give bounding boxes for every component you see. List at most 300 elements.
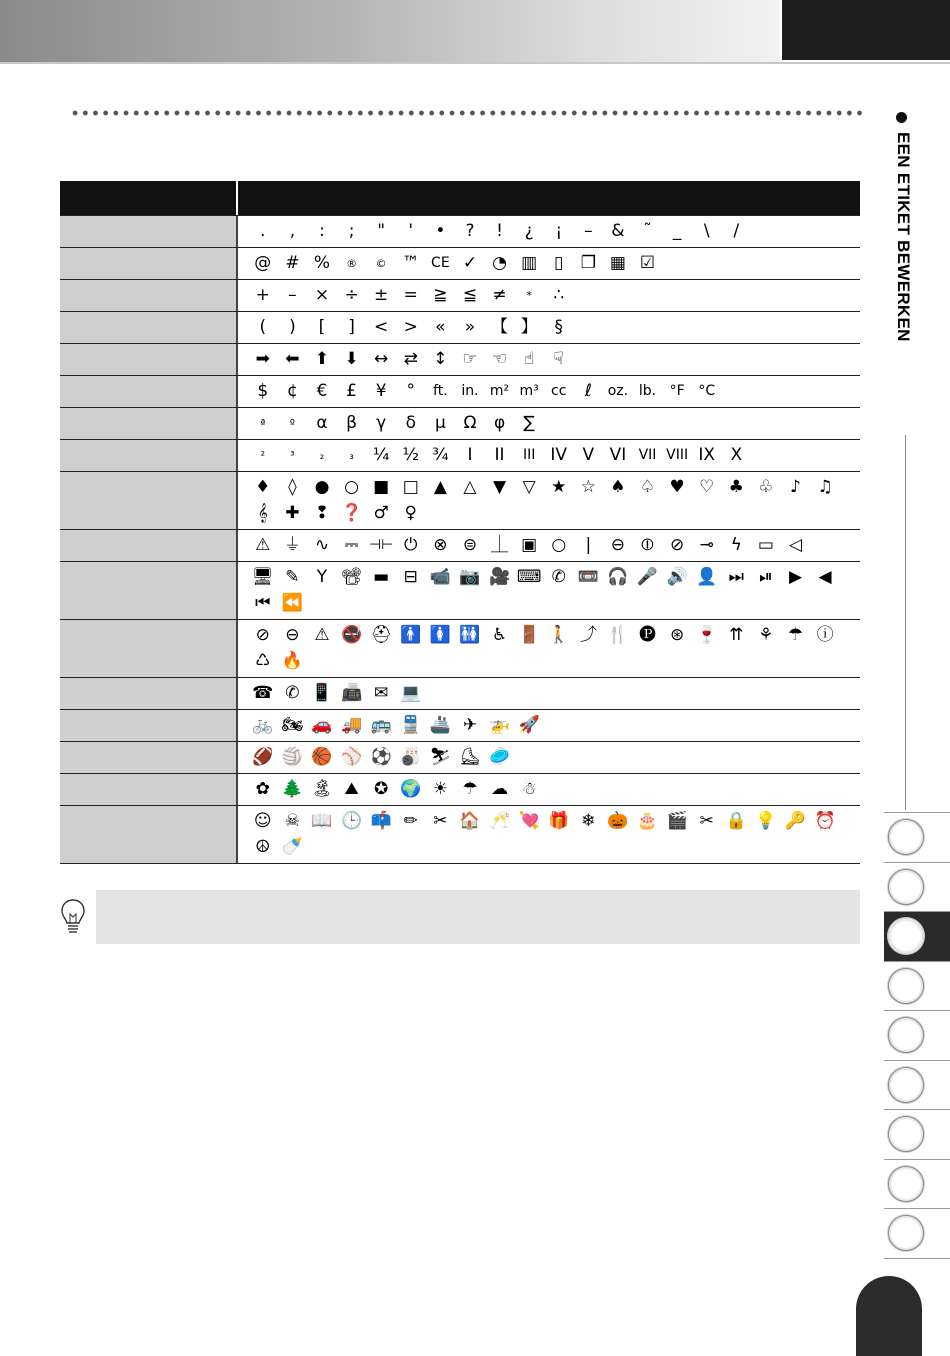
symbol-glyph[interactable]: ⚠	[314, 624, 330, 645]
symbol-glyph[interactable]: 🏐	[281, 746, 303, 767]
symbol-glyph[interactable]: ¡	[555, 220, 563, 241]
symbol-glyph[interactable]: ;	[348, 220, 355, 241]
symbol-glyph[interactable]: •	[435, 220, 446, 241]
row-symbols-cell	[238, 312, 860, 343]
symbol-glyph[interactable]: 🖥	[252, 566, 274, 587]
symbol-glyph[interactable]: £	[346, 380, 357, 401]
symbol-glyph[interactable]: 📼	[577, 566, 599, 587]
symbol-glyph[interactable]: ☜	[491, 348, 508, 369]
symbol-glyph[interactable]: 🚹	[400, 624, 422, 645]
symbol-glyph[interactable]: ☃	[521, 778, 537, 799]
symbol-glyph[interactable]: ⏊	[491, 534, 509, 555]
symbol-glyph[interactable]: ≠	[492, 284, 507, 305]
symbol-glyph[interactable]: IV	[550, 444, 568, 465]
symbol-glyph[interactable]: 🎁	[548, 810, 570, 831]
symbol-glyph[interactable]: ©	[375, 256, 387, 270]
symbol-glyph[interactable]: °C	[698, 383, 716, 399]
chapter-tab-active[interactable]	[884, 911, 950, 961]
table-header-category	[60, 181, 238, 215]
symbol-glyph[interactable]: ◔	[492, 252, 507, 273]
symbol-glyph[interactable]: ¼	[372, 444, 390, 465]
symbol-glyph[interactable]: ft.	[433, 383, 448, 399]
table-row	[60, 439, 860, 471]
symbol-glyph[interactable]: 🍼	[281, 836, 303, 857]
row-category-cell	[60, 562, 238, 619]
symbol-glyph[interactable]: 🚻	[459, 624, 481, 645]
symbol-glyph[interactable]: VIII	[666, 447, 689, 463]
symbol-glyph[interactable]: <	[374, 316, 389, 337]
symbol-glyph[interactable]: ,	[289, 220, 296, 241]
symbol-glyph[interactable]: ▽	[522, 476, 536, 497]
symbol-glyph[interactable]: ≧	[433, 284, 448, 305]
symbol-glyph[interactable]: =	[403, 284, 418, 305]
symbol-glyph[interactable]: φ	[493, 412, 506, 433]
table-row	[60, 407, 860, 439]
symbol-glyph[interactable]: 🅟	[639, 624, 657, 645]
symbol-glyph[interactable]: ®	[346, 256, 358, 270]
symbol-glyph[interactable]: △	[463, 476, 477, 497]
chapter-tab[interactable]	[884, 1159, 950, 1209]
symbol-glyph[interactable]: %	[313, 252, 331, 273]
symbol-glyph[interactable]: ⛸	[459, 746, 481, 767]
symbol-glyph[interactable]: 📖	[311, 810, 333, 831]
symbol-glyph[interactable]: ⬇	[344, 348, 359, 369]
symbol-glyph[interactable]: ▼	[493, 476, 507, 497]
table-row	[60, 279, 860, 311]
symbol-glyph[interactable]: ÷	[344, 284, 359, 305]
symbol-glyph[interactable]: °	[406, 380, 416, 401]
symbol-glyph[interactable]: ☑	[639, 252, 656, 273]
symbol-glyph[interactable]: .	[260, 220, 266, 241]
symbol-glyph[interactable]: ❓	[340, 502, 363, 523]
symbol-glyph[interactable]: 🕒	[340, 810, 363, 831]
row-category-cell	[60, 376, 238, 407]
symbol-glyph[interactable]: lb.	[638, 383, 657, 399]
symbol-glyph[interactable]: ▶	[788, 566, 803, 587]
symbol-glyph[interactable]: !	[496, 220, 503, 241]
symbol-glyph[interactable]: ▣	[521, 534, 538, 555]
symbol-glyph[interactable]: CE	[431, 255, 450, 271]
symbol-glyph[interactable]: 🚢	[429, 714, 451, 735]
symbol-glyph[interactable]: ▬	[373, 566, 390, 587]
symbol-glyph[interactable]: 📱	[311, 682, 333, 703]
symbol-glyph[interactable]: ✂	[433, 810, 448, 831]
symbol-glyph[interactable]: ™	[402, 252, 420, 273]
symbol-glyph[interactable]: ☆	[580, 476, 596, 497]
symbol-glyph[interactable]: 🥂	[488, 810, 511, 831]
symbol-glyph[interactable]: º	[289, 416, 295, 430]
symbol-glyph[interactable]: ⊘	[669, 534, 685, 555]
symbol-glyph[interactable]: _	[672, 220, 682, 241]
symbol-glyph[interactable]: /	[733, 220, 740, 241]
symbol-glyph[interactable]: ▯	[554, 252, 564, 273]
symbol-glyph[interactable]: ⏻	[404, 534, 418, 555]
symbol-glyph[interactable]: Ω	[463, 412, 477, 433]
symbol-glyph[interactable]: 💻	[400, 682, 422, 703]
symbol-glyph[interactable]: 🏝	[311, 778, 333, 799]
symbol-glyph[interactable]: ➡	[255, 348, 270, 369]
symbol-glyph[interactable]: 🌲	[281, 778, 303, 799]
symbol-glyph[interactable]: 🍷	[696, 624, 718, 645]
table-row	[60, 375, 860, 407]
symbol-glyph[interactable]: ☮	[255, 836, 271, 857]
row-category-cell	[60, 742, 238, 773]
symbol-glyph[interactable]: 】	[520, 316, 538, 337]
symbol-glyph[interactable]: VI	[609, 444, 627, 465]
symbol-glyph[interactable]: 🎧	[607, 566, 629, 587]
symbol-glyph[interactable]: X	[730, 444, 743, 465]
row-category-cell	[60, 530, 238, 561]
symbol-glyph[interactable]: 🚗	[311, 714, 333, 735]
symbol-glyph[interactable]: "	[377, 220, 386, 241]
symbol-glyph[interactable]: ⏮	[255, 592, 271, 613]
symbol-glyph[interactable]: –	[288, 284, 297, 305]
symbol-glyph[interactable]: 🌍	[400, 778, 422, 799]
symbol-glyph[interactable]: ♣	[728, 476, 744, 497]
symbol-glyph[interactable]: ○	[551, 534, 567, 555]
symbol-glyph[interactable]: ²	[260, 448, 265, 462]
symbol-glyph[interactable]: \	[703, 220, 710, 241]
symbol-glyph[interactable]: ♤	[639, 476, 656, 497]
symbol-glyph[interactable]: 🎬	[666, 810, 688, 831]
symbol-glyph[interactable]: ▲	[433, 476, 447, 497]
table-row	[60, 677, 860, 709]
header-rule	[0, 62, 950, 64]
symbol-glyph[interactable]: ☂	[462, 778, 478, 799]
symbol-glyph[interactable]: ⊖	[610, 534, 626, 555]
side-bullet-icon	[896, 112, 907, 123]
symbol-glyph[interactable]: >	[403, 316, 418, 337]
symbol-glyph[interactable]: ✚	[285, 502, 300, 523]
symbol-glyph[interactable]: ¾	[432, 444, 449, 465]
symbol-glyph[interactable]: β	[346, 412, 357, 433]
chapter-tab[interactable]	[884, 961, 950, 1011]
symbol-glyph[interactable]: ⏪	[281, 592, 303, 613]
symbol-glyph[interactable]: °F	[669, 383, 685, 399]
symbol-glyph[interactable]: 🎂	[636, 810, 659, 831]
symbol-glyph[interactable]: ♧	[758, 476, 774, 497]
symbol-glyph[interactable]: 🚚	[340, 714, 363, 735]
symbol-glyph[interactable]: ⌨	[516, 566, 542, 587]
symbol-glyph[interactable]: ¿	[524, 220, 534, 241]
symbol-glyph[interactable]: 📽	[340, 566, 363, 587]
symbol-glyph[interactable]: ❐	[580, 252, 596, 273]
symbol-glyph[interactable]: 📷	[459, 566, 481, 587]
symbol-glyph[interactable]: –	[584, 220, 593, 241]
symbol-glyph[interactable]: 🚶	[548, 624, 570, 645]
symbol-glyph[interactable]: ⊛	[669, 624, 685, 645]
symbol-glyph[interactable]: ♀	[404, 502, 417, 523]
symbol-glyph[interactable]: ♪	[790, 476, 801, 497]
symbol-glyph[interactable]: |	[585, 534, 592, 555]
symbol-glyph[interactable]: ✆	[551, 566, 566, 587]
symbol-glyph[interactable]: ⏰	[814, 810, 836, 831]
symbol-glyph[interactable]: 🚭	[340, 624, 363, 645]
symbol-glyph[interactable]: ₃	[349, 448, 354, 462]
symbol-glyph[interactable]: ●	[314, 476, 330, 497]
symbol-glyph[interactable]: ♦	[255, 476, 271, 497]
symbol-glyph[interactable]: ♂	[373, 502, 389, 523]
symbol-glyph[interactable]: ☟	[553, 348, 564, 369]
row-category-cell	[60, 472, 238, 529]
chapter-tab-circle-icon	[888, 1166, 924, 1202]
symbol-glyph[interactable]: 🚁	[488, 714, 511, 735]
symbol-glyph[interactable]: [	[318, 316, 326, 337]
symbol-glyph[interactable]: 🚀	[518, 714, 540, 735]
symbol-glyph[interactable]: '	[408, 220, 414, 241]
symbol-glyph[interactable]: ○	[344, 476, 359, 497]
chapter-tabs	[884, 812, 950, 1259]
symbol-glyph[interactable]: ❄	[581, 810, 596, 831]
chapter-tab[interactable]	[884, 1010, 950, 1060]
symbol-glyph[interactable]: ¥	[375, 380, 387, 401]
symbol-glyph[interactable]: ☝	[523, 348, 535, 369]
symbol-glyph[interactable]: »	[464, 316, 476, 337]
symbol-glyph[interactable]: m³	[519, 383, 539, 399]
row-symbols-cell	[238, 562, 860, 619]
symbol-glyph[interactable]: ↕	[433, 348, 448, 369]
symbol-glyph[interactable]: 𝄞	[257, 502, 268, 523]
symbol-glyph[interactable]: oz.	[607, 383, 629, 399]
symbol-glyph[interactable]: ■	[373, 476, 390, 497]
symbol-glyph[interactable]: ☁	[491, 778, 509, 799]
symbol-glyph[interactable]: ∑	[523, 412, 535, 433]
symbol-glyph[interactable]: ⊣⊢	[368, 537, 394, 553]
row-category-cell	[60, 344, 238, 375]
symbol-glyph[interactable]: 🚌	[370, 714, 392, 735]
symbol-glyph[interactable]: ∴	[553, 284, 565, 305]
symbol-glyph[interactable]: 🚪	[518, 624, 540, 645]
symbol-glyph[interactable]: 👤	[696, 566, 718, 587]
table-row	[60, 529, 860, 561]
symbol-glyph[interactable]: ⛑	[370, 624, 392, 645]
chapter-tab[interactable]	[884, 1208, 950, 1259]
symbol-glyph[interactable]: VII	[638, 447, 657, 463]
symbol-glyph[interactable]: ▭	[757, 534, 774, 555]
symbol-glyph[interactable]: Y	[316, 566, 328, 587]
symbol-glyph[interactable]: in.	[461, 383, 479, 399]
symbol-glyph[interactable]: 🎳	[400, 746, 422, 767]
symbol-glyph[interactable]: ✏	[403, 810, 418, 831]
symbol-glyph[interactable]: ★	[551, 476, 567, 497]
table-header	[60, 181, 860, 215]
symbol-glyph[interactable]: ⬅	[285, 348, 300, 369]
symbol-glyph[interactable]: ♿	[491, 624, 508, 645]
symbol-glyph[interactable]: 📹	[429, 566, 451, 587]
symbol-glyph[interactable]: ☠	[284, 810, 301, 831]
symbol-glyph[interactable]: V	[582, 444, 595, 465]
symbol-glyph[interactable]: ª	[260, 416, 266, 430]
table-row	[60, 709, 860, 741]
symbol-glyph[interactable]: 🔒	[725, 810, 747, 831]
symbol-glyph[interactable]: I	[467, 444, 473, 465]
symbol-glyph[interactable]: ⚾	[340, 746, 363, 767]
symbol-glyph[interactable]: ⏭	[728, 566, 744, 587]
symbol-glyph[interactable]: ⊗	[433, 534, 448, 555]
row-symbols-cell	[238, 376, 860, 407]
symbol-glyph[interactable]: ⛰	[344, 778, 359, 799]
symbol-glyph[interactable]: II	[494, 444, 505, 465]
symbol-glyph[interactable]: )	[289, 316, 296, 337]
symbol-glyph[interactable]: 📠	[340, 682, 363, 703]
symbol-glyph[interactable]: 🏠	[459, 810, 481, 831]
symbol-glyph[interactable]: 🚆	[400, 714, 422, 735]
symbol-glyph[interactable]: ⚽	[370, 746, 392, 767]
symbol-glyph[interactable]: 🔑	[784, 810, 807, 831]
symbol-glyph[interactable]: 【	[491, 316, 509, 337]
symbol-glyph[interactable]: α	[316, 412, 328, 433]
symbol-glyph[interactable]: ▦	[609, 252, 626, 273]
symbol-glyph[interactable]: &	[611, 220, 625, 241]
symbol-glyph[interactable]: 🚲	[252, 714, 274, 735]
row-category-cell	[60, 280, 238, 311]
symbol-glyph[interactable]: ✆	[285, 682, 300, 703]
symbol-glyph[interactable]: cc	[551, 383, 567, 399]
symbol-glyph[interactable]: ¢	[286, 380, 298, 401]
symbol-glyph[interactable]: μ	[434, 412, 446, 433]
symbol-glyph[interactable]: δ	[405, 412, 416, 433]
symbol-glyph[interactable]: 🔊	[666, 566, 688, 587]
symbol-glyph[interactable]: □	[402, 476, 419, 497]
symbol-glyph[interactable]: 🏍	[281, 714, 304, 735]
chapter-tab[interactable]	[884, 1060, 950, 1110]
table-row	[60, 247, 860, 279]
chapter-tab-circle-icon	[888, 869, 924, 905]
symbol-glyph[interactable]: ≦	[462, 284, 478, 305]
symbol-glyph[interactable]: ⓘ	[816, 624, 834, 645]
symbol-glyph[interactable]: ✎	[285, 566, 300, 587]
symbol-glyph[interactable]: 📫	[370, 810, 392, 831]
symbol-glyph[interactable]: ◁	[788, 534, 803, 555]
symbol-glyph[interactable]: ⊘	[255, 624, 270, 645]
symbol-glyph[interactable]: ✈	[462, 714, 478, 735]
symbol-glyph[interactable]: ◊	[288, 476, 297, 497]
symbol-glyph[interactable]: €	[316, 380, 328, 401]
symbol-glyph[interactable]: ⤴	[579, 624, 597, 645]
symbol-glyph[interactable]: ⇈	[729, 624, 744, 645]
symbol-glyph[interactable]: 🏀	[311, 746, 333, 767]
table-row	[60, 311, 860, 343]
symbol-glyph[interactable]: ⊜	[462, 534, 478, 555]
symbol-glyph[interactable]: ]	[348, 316, 355, 337]
chapter-tab[interactable]	[884, 862, 950, 912]
symbol-glyph[interactable]: 🚺	[429, 624, 451, 645]
row-symbols-cell	[238, 248, 860, 279]
symbol-glyph[interactable]: ✿	[255, 778, 270, 799]
symbol-glyph[interactable]: ✓	[462, 252, 478, 273]
symbol-glyph[interactable]: ❢	[314, 502, 330, 523]
symbol-glyph[interactable]: III	[522, 447, 536, 463]
symbol-glyph[interactable]: ♠	[610, 476, 626, 497]
symbol-glyph[interactable]: ⏯	[759, 566, 773, 587]
symbol-glyph[interactable]: 🍴	[607, 624, 629, 645]
symbol-glyph[interactable]: IX	[698, 444, 716, 465]
header-black-block	[782, 0, 950, 60]
symbol-glyph[interactable]: ϟ	[730, 534, 742, 555]
row-category-cell	[60, 440, 238, 471]
symbol-glyph[interactable]: m²	[489, 383, 510, 399]
symbol-glyph[interactable]: ⊟	[403, 566, 418, 587]
row-category-cell	[60, 806, 238, 863]
symbol-glyph[interactable]: 🔥	[281, 650, 303, 671]
symbol-glyph[interactable]: ˜	[643, 220, 652, 241]
symbol-glyph[interactable]: ⬆	[314, 348, 330, 369]
symbol-glyph[interactable]: ♡	[699, 476, 715, 497]
symbol-glyph[interactable]: ³	[290, 448, 295, 462]
symbol-glyph[interactable]: ⛷	[429, 746, 452, 767]
chapter-tab[interactable]	[884, 1109, 950, 1159]
symbol-glyph[interactable]: ½	[402, 444, 419, 465]
table-row	[60, 741, 860, 773]
symbol-glyph[interactable]: @	[254, 252, 272, 273]
symbol-glyph[interactable]: ?	[465, 220, 475, 241]
symbol-glyph[interactable]: ✪	[374, 778, 389, 799]
symbol-glyph[interactable]: ⊸	[699, 534, 714, 555]
symbol-glyph[interactable]: ☎	[252, 682, 274, 703]
symbol-glyph[interactable]: $	[257, 380, 269, 401]
symbol-glyph[interactable]: +	[255, 284, 270, 305]
symbol-glyph[interactable]: ▥	[521, 252, 538, 273]
symbol-glyph[interactable]: ☂	[787, 624, 804, 645]
row-symbols-cell	[238, 408, 860, 439]
symbol-glyph[interactable]: ⏚	[283, 534, 301, 555]
row-category-cell	[60, 216, 238, 247]
symbol-glyph[interactable]: ♺	[255, 650, 271, 671]
symbol-glyph[interactable]: 🥏	[488, 746, 511, 767]
symbol-glyph[interactable]: 🎥	[488, 566, 511, 587]
symbol-glyph[interactable]: ±	[374, 284, 389, 305]
symbol-glyph[interactable]: ♫	[817, 476, 833, 497]
symbol-glyph[interactable]: ⎓	[344, 534, 359, 555]
symbol-glyph[interactable]: «	[435, 316, 446, 337]
symbol-glyph[interactable]: :	[319, 220, 325, 241]
symbol-glyph[interactable]: 💘	[518, 810, 540, 831]
symbol-glyph[interactable]: ⊖	[285, 624, 300, 645]
symbol-glyph[interactable]: 🎃	[607, 810, 629, 831]
symbol-glyph[interactable]: ♥	[669, 476, 685, 497]
table-row	[60, 773, 860, 805]
symbol-glyph[interactable]: ℓ	[584, 380, 592, 401]
symbol-glyph[interactable]: #	[285, 252, 300, 273]
symbol-glyph[interactable]: ✂	[699, 810, 714, 831]
symbol-glyph[interactable]: ⚘	[758, 624, 774, 645]
chapter-tab-circle-icon	[888, 1215, 924, 1251]
symbol-glyph[interactable]: ∿	[314, 534, 330, 555]
symbol-glyph[interactable]: ×	[314, 284, 330, 305]
symbol-glyph[interactable]: §	[554, 316, 563, 337]
symbol-glyph[interactable]: ✉	[374, 682, 389, 703]
symbol-glyph[interactable]: 🏈	[252, 746, 274, 767]
symbol-glyph[interactable]: ⇄	[403, 348, 418, 369]
symbol-glyph[interactable]: ↔	[374, 348, 389, 369]
row-symbols-cell	[238, 620, 860, 677]
chapter-tab[interactable]	[884, 812, 950, 862]
symbol-glyph[interactable]: 💡	[755, 810, 777, 831]
symbol-glyph[interactable]: ⚠	[255, 534, 271, 555]
symbol-glyph[interactable]: ☞	[462, 348, 478, 369]
symbol-glyph[interactable]: 🎤	[636, 566, 659, 587]
row-symbols-cell	[238, 678, 860, 709]
hint-box	[96, 890, 860, 944]
symbol-glyph[interactable]: γ	[376, 412, 387, 433]
symbol-glyph[interactable]: ☺	[253, 810, 272, 831]
symbol-glyph[interactable]: (	[259, 316, 267, 337]
symbol-glyph[interactable]: ☀	[432, 778, 448, 799]
symbol-glyph[interactable]: ⦶	[641, 534, 654, 555]
symbol-glyph[interactable]: *	[526, 288, 532, 302]
symbol-glyph[interactable]: ◀	[818, 566, 832, 587]
symbol-glyph[interactable]: ₂	[319, 448, 325, 462]
